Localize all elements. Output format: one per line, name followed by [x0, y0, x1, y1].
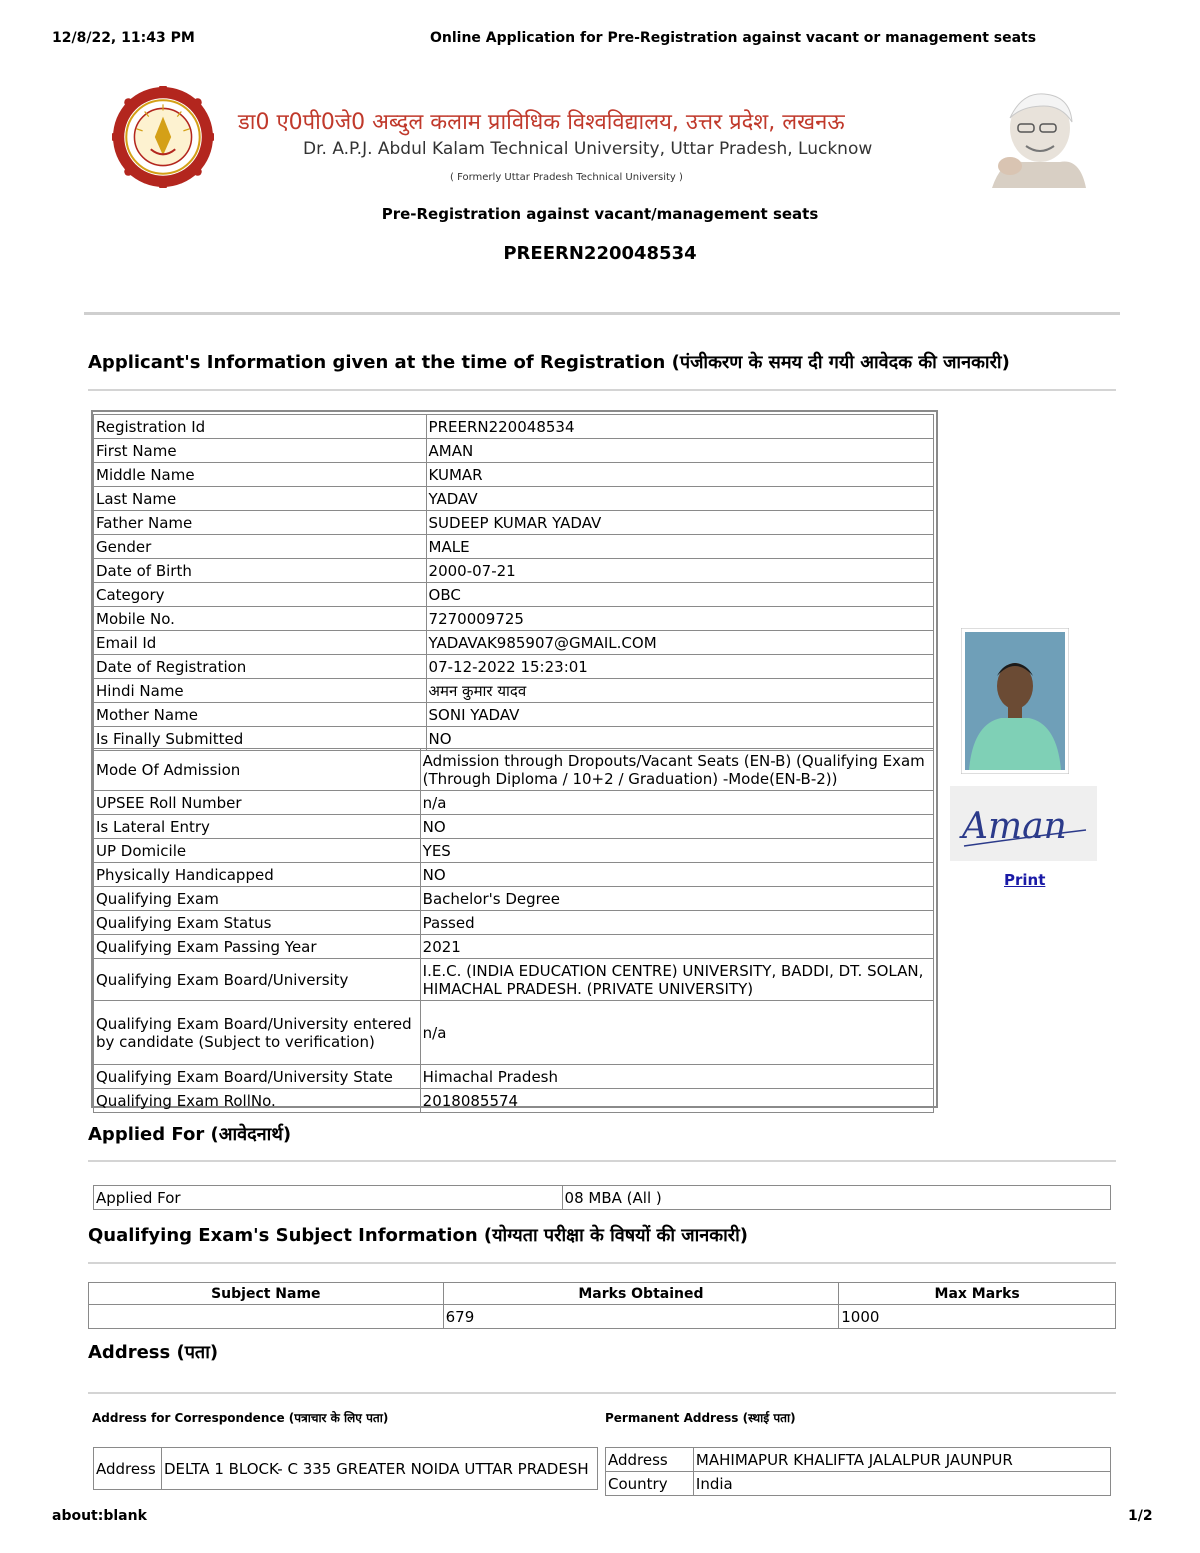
field-label: Last Name — [94, 487, 427, 511]
field-value: 2000-07-21 — [426, 559, 933, 583]
table-row — [94, 1448, 598, 1490]
field-value: 2021 — [420, 935, 933, 959]
field-label: Mode Of Admission — [94, 749, 421, 791]
signature-image — [950, 786, 1097, 861]
table-row — [94, 535, 934, 559]
field-value: NO — [426, 727, 933, 751]
field-value: MALE — [426, 535, 933, 559]
field-label: Registration Id — [94, 415, 427, 439]
field-value: India — [693, 1472, 1110, 1496]
table-row — [94, 703, 934, 727]
table-row — [94, 487, 934, 511]
field-label: UP Domicile — [94, 839, 421, 863]
field-label: Qualifying Exam Passing Year — [94, 935, 421, 959]
table-row — [94, 911, 934, 935]
subject-name-cell — [89, 1305, 444, 1329]
table-row — [94, 791, 934, 815]
field-value: YES — [420, 839, 933, 863]
field-value: YADAV — [426, 487, 933, 511]
table-row — [94, 727, 934, 751]
university-name-english: Dr. A.P.J. Abdul Kalam Technical University, Uttar Pradesh, Lucknow — [303, 139, 873, 159]
table-row — [94, 959, 934, 1001]
column-header: Marks Obtained — [443, 1283, 839, 1305]
field-label: Address — [94, 1448, 162, 1490]
field-label: Father Name — [94, 511, 427, 535]
applied-for-title: Applied For (आवेदनार्थ) — [88, 1124, 292, 1145]
field-value: Bachelor's Degree — [420, 887, 933, 911]
address-title: Address (पता) — [88, 1342, 219, 1363]
field-value: अमन कुमार यादव — [426, 679, 933, 703]
field-label: Applied For — [94, 1186, 563, 1210]
marks-obtained-cell: 679 — [443, 1305, 839, 1329]
column-header: Subject Name — [89, 1283, 444, 1305]
table-row — [94, 749, 934, 791]
divider — [88, 1262, 1116, 1264]
table-row — [94, 583, 934, 607]
table-row — [94, 863, 934, 887]
field-value: AMAN — [426, 439, 933, 463]
field-label: UPSEE Roll Number — [94, 791, 421, 815]
field-label: Email Id — [94, 631, 427, 655]
applicant-info-table-bottom — [93, 748, 934, 1113]
field-label: First Name — [94, 439, 427, 463]
table-header-row — [89, 1283, 1116, 1305]
column-header: Max Marks — [839, 1283, 1116, 1305]
print-link[interactable]: Print — [1004, 871, 1046, 889]
field-value: SUDEEP KUMAR YADAV — [426, 511, 933, 535]
table-row — [89, 1305, 1116, 1329]
table-row — [94, 679, 934, 703]
field-label: Qualifying Exam Board/University entered by candidate (Subject to verification) — [94, 1001, 421, 1065]
print-url: about:blank — [52, 1508, 147, 1524]
applicant-info-table-top — [93, 414, 934, 751]
field-label: Hindi Name — [94, 679, 427, 703]
page-subtitle: Pre-Registration against vacant/management seats — [381, 205, 819, 223]
table-row — [606, 1448, 1111, 1472]
divider — [88, 389, 1116, 391]
applied-for-table — [93, 1185, 1111, 1210]
field-label: Mother Name — [94, 703, 427, 727]
table-row — [94, 439, 934, 463]
divider — [84, 312, 1120, 315]
table-row — [94, 415, 934, 439]
applicant-photo — [961, 628, 1069, 774]
university-seal-logo — [112, 86, 214, 188]
field-value: Himachal Pradesh — [420, 1065, 933, 1089]
registration-code: PREERN220048534 — [503, 243, 697, 264]
divider — [88, 1392, 1116, 1394]
max-marks-cell: 1000 — [839, 1305, 1116, 1329]
field-label: Date of Birth — [94, 559, 427, 583]
field-value: SONI YADAV — [426, 703, 933, 727]
subjects-table — [88, 1282, 1116, 1329]
table-row — [94, 1001, 934, 1065]
field-label: Category — [94, 583, 427, 607]
field-value: 2018085574 — [420, 1089, 933, 1113]
subjects-title: Qualifying Exam's Subject Information (योग्यता परीक्षा के विषयों की जानकारी) — [88, 1225, 749, 1246]
table-row — [94, 559, 934, 583]
field-value: n/a — [420, 791, 933, 815]
correspondence-address-title: Address for Correspondence (पत्राचार के लिए पता) — [92, 1411, 389, 1425]
field-label: Address — [606, 1448, 694, 1472]
signature-text: Aman — [962, 806, 1067, 847]
field-label: Middle Name — [94, 463, 427, 487]
print-datetime: 12/8/22, 11:43 PM — [52, 30, 195, 46]
correspondence-address-table — [93, 1447, 598, 1490]
field-value: I.E.C. (INDIA EDUCATION CENTRE) UNIVERSITY, BADDI, DT. SOLAN, HIMACHAL PRADESH. (PRIVATE UNIVERSITY) — [420, 959, 933, 1001]
field-label: Qualifying Exam Board/University — [94, 959, 421, 1001]
print-page-title: Online Application for Pre-Registration against vacant or management seats — [430, 30, 1037, 46]
table-row — [94, 815, 934, 839]
table-row — [94, 1186, 1111, 1210]
field-label: Qualifying Exam — [94, 887, 421, 911]
portrait-image — [982, 84, 1092, 188]
table-row — [94, 1089, 934, 1113]
field-value: OBC — [426, 583, 933, 607]
table-row — [94, 839, 934, 863]
field-label: Qualifying Exam RollNo. — [94, 1089, 421, 1113]
field-label: Is Lateral Entry — [94, 815, 421, 839]
field-value: Passed — [420, 911, 933, 935]
field-value: NO — [420, 863, 933, 887]
table-row — [94, 463, 934, 487]
field-value: Admission through Dropouts/Vacant Seats (EN-B) (Qualifying Exam (Through Diploma / 10+2 / Graduation) -Mode(EN-B-2)) — [420, 749, 933, 791]
field-value: n/a — [420, 1001, 933, 1065]
table-row — [94, 631, 934, 655]
table-row — [606, 1472, 1111, 1496]
field-value: MAHIMAPUR KHALIFTA JALALPUR JAUNPUR — [693, 1448, 1110, 1472]
divider — [88, 1160, 1116, 1162]
field-label: Date of Registration — [94, 655, 427, 679]
table-row — [94, 511, 934, 535]
field-value: YADAVAK985907@GMAIL.COM — [426, 631, 933, 655]
field-label: Is Finally Submitted — [94, 727, 427, 751]
table-row — [94, 655, 934, 679]
field-value: 08 MBA (All ) — [562, 1186, 1110, 1210]
field-label: Physically Handicapped — [94, 863, 421, 887]
applicant-info-title: Applicant's Information given at the time of Registration (पंजीकरण के समय दी गयी आवेदक की जानकारी) — [88, 352, 1010, 373]
formerly-text: ( Formerly Uttar Pradesh Technical University ) — [450, 172, 683, 183]
print-page-number: 1/2 — [1128, 1508, 1153, 1524]
field-label: Gender — [94, 535, 427, 559]
table-row — [94, 887, 934, 911]
table-row — [94, 935, 934, 959]
table-row — [94, 1065, 934, 1089]
permanent-address-table — [605, 1447, 1111, 1496]
field-value: KUMAR — [426, 463, 933, 487]
field-value: DELTA 1 BLOCK- C 335 GREATER NOIDA UTTAR PRADESH — [161, 1448, 597, 1490]
field-label: Mobile No. — [94, 607, 427, 631]
field-label: Qualifying Exam Status — [94, 911, 421, 935]
field-label: Qualifying Exam Board/University State — [94, 1065, 421, 1089]
permanent-address-title: Permanent Address (स्थाई पता) — [605, 1411, 796, 1425]
field-value: 7270009725 — [426, 607, 933, 631]
field-label: Country — [606, 1472, 694, 1496]
table-row — [94, 607, 934, 631]
field-value: PREERN220048534 — [426, 415, 933, 439]
field-value: NO — [420, 815, 933, 839]
university-name-hindi: डा0 ए0पी0जे0 अब्दुल कलाम प्राविधिक विश्वविद्यालय, उत्तर प्रदेश, लखनऊ — [238, 110, 845, 135]
field-value: 07-12-2022 15:23:01 — [426, 655, 933, 679]
